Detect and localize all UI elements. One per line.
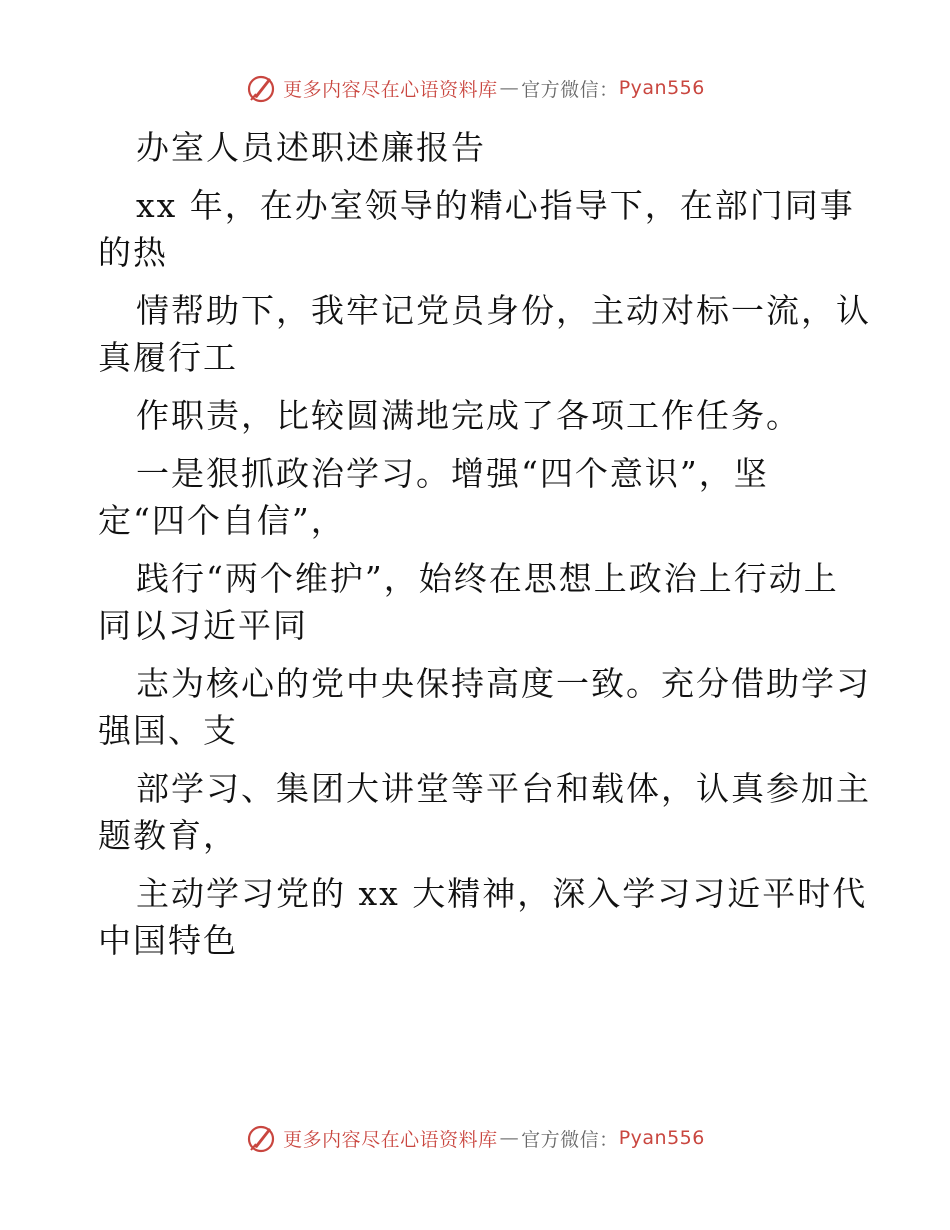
text-line: 志为核心的党中央保持高度一致。充分借助学习 bbox=[136, 664, 871, 703]
text-line: xx 年，在办室领导的精心指导下，在部门同事 bbox=[136, 186, 855, 225]
text-line: 同以习近平同 bbox=[98, 606, 308, 645]
header-wechat-label: 官方微信： bbox=[521, 78, 619, 101]
footer-site-text: 更多内容尽在心语资料库 bbox=[283, 1128, 498, 1151]
document-title: 办室人员述职述廉报告 bbox=[136, 128, 486, 167]
text-line: 定“四个自信”， bbox=[98, 501, 346, 540]
page-footer bbox=[0, 1122, 950, 1154]
text-line: 部学习、集团大讲堂等平台和载体，认真参加主 bbox=[136, 769, 871, 808]
footer-separator: — bbox=[499, 1127, 520, 1149]
text-line: 践行“两个维护”，始终在思想上政治上行动上 bbox=[136, 559, 839, 598]
text-line: 中国特色 bbox=[98, 921, 238, 960]
text-line: 题教育， bbox=[98, 816, 238, 855]
footer-wechat-label: 官方微信： bbox=[521, 1128, 619, 1151]
text-line: 情帮助下，我牢记党员身份，主动对标一流，认 bbox=[136, 291, 871, 330]
header-site-text: 更多内容尽在心语资料库 bbox=[283, 78, 498, 101]
header-wechat-id: Pyan556 bbox=[618, 77, 705, 99]
text-line: 作职责，比较圆满地完成了各项工作任务。 bbox=[136, 396, 801, 435]
quill-logo-icon bbox=[245, 1122, 277, 1154]
quill-logo-icon bbox=[245, 72, 277, 104]
document-body bbox=[98, 124, 871, 964]
text-line: 主动学习党的 xx 大精神，深入学习习近平时代 bbox=[136, 874, 868, 913]
text-line: 一是狠抓政治学习。增强“四个意识”，坚 bbox=[136, 454, 769, 493]
text-line: 的热 bbox=[98, 233, 168, 272]
header-banner bbox=[245, 72, 705, 104]
footer-wechat-id: Pyan556 bbox=[618, 1127, 705, 1149]
text-line: 真履行工 bbox=[98, 338, 238, 377]
text-line: 强国、支 bbox=[98, 711, 238, 750]
footer-banner bbox=[245, 1122, 705, 1154]
page-header bbox=[0, 72, 950, 104]
header-separator: — bbox=[499, 77, 520, 99]
